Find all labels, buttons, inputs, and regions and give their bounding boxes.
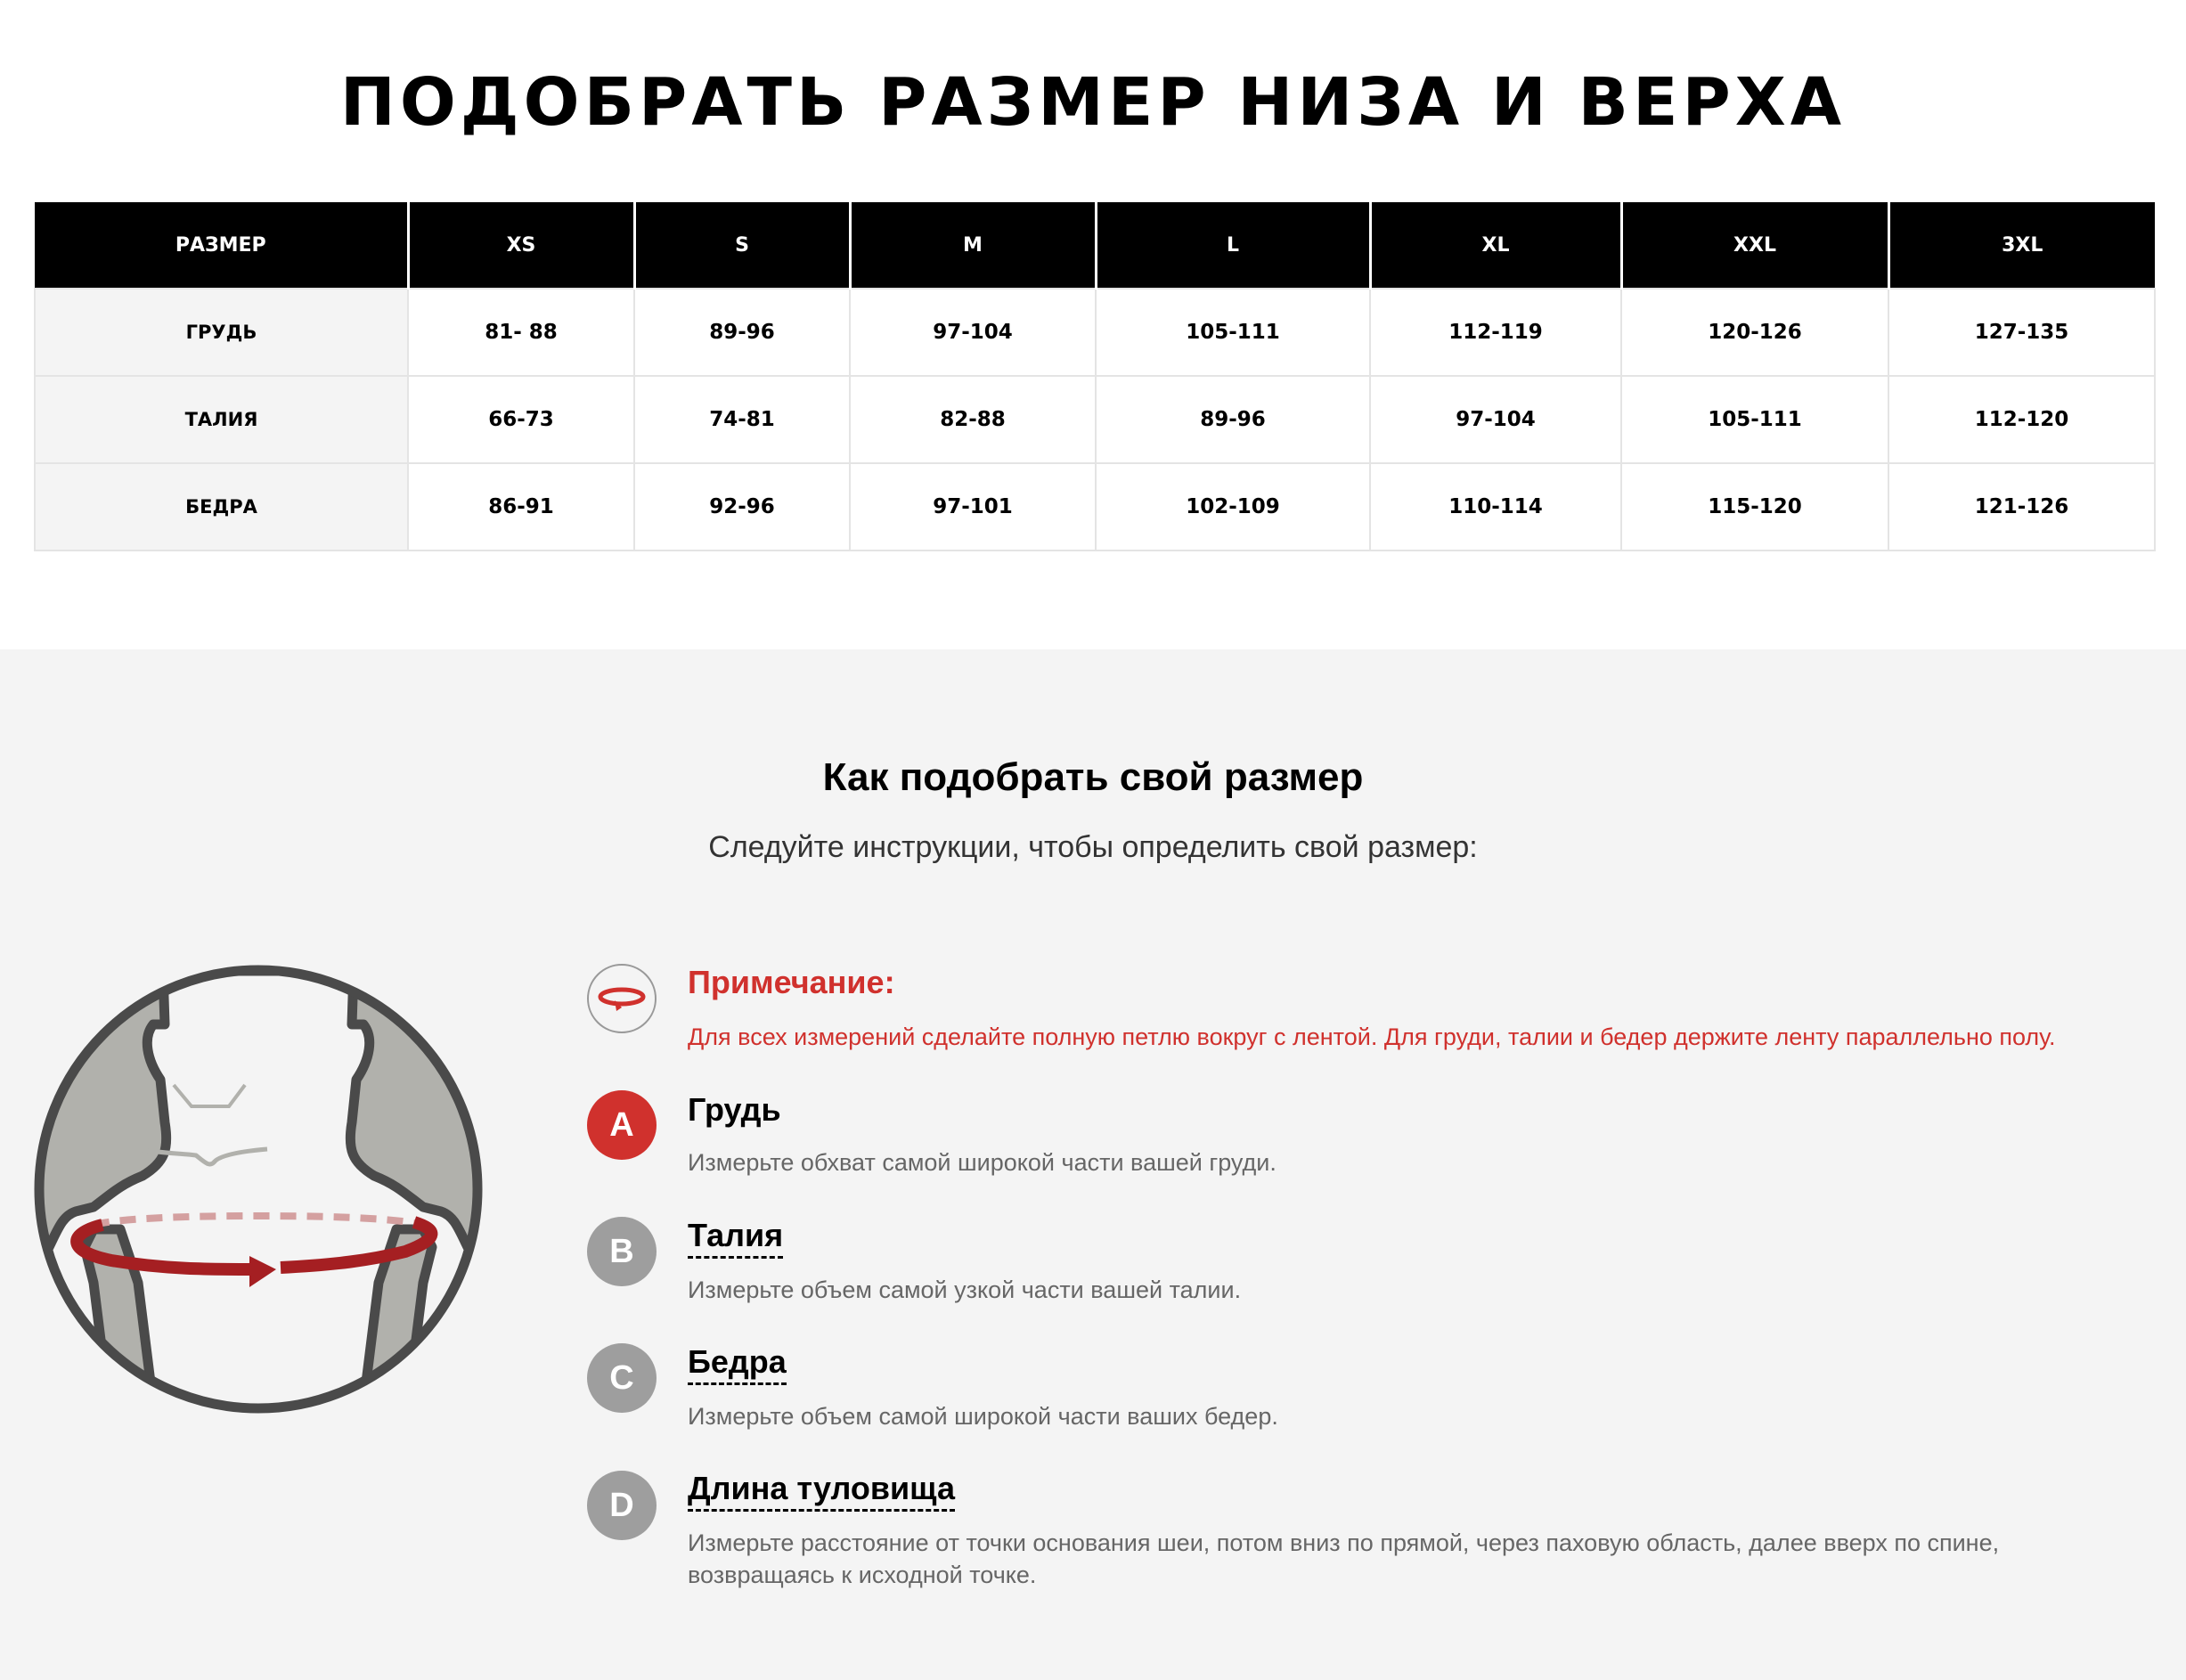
size-cell: 86-91 <box>408 463 634 550</box>
size-cell: 97-104 <box>850 289 1096 376</box>
hips-title[interactable]: Бедра <box>688 1343 787 1385</box>
waist-title[interactable]: Талия <box>688 1217 783 1259</box>
header-cell: S <box>634 202 850 289</box>
size-cell: 115-120 <box>1621 463 1888 550</box>
header-cell: M <box>850 202 1096 289</box>
size-cell: 81- 88 <box>408 289 634 376</box>
size-cell: 89-96 <box>634 289 850 376</box>
size-cell: 82-88 <box>850 376 1096 463</box>
size-cell: 110-114 <box>1370 463 1621 550</box>
size-cell: 112-119 <box>1370 289 1621 376</box>
size-cell: 66-73 <box>408 376 634 463</box>
size-cell: 97-104 <box>1370 376 1621 463</box>
size-cell: 97-101 <box>850 463 1096 550</box>
table-header-row <box>35 202 2155 289</box>
letter-b-icon: B <box>587 1217 657 1286</box>
size-cell: 102-109 <box>1096 463 1370 550</box>
torso-length-text: Измерьте расстояние от точки основания шеи, потом вниз по прямой, через паховую область, далее вверх по спине, возвращаясь к исходной точке. <box>688 1529 2000 1588</box>
table-row <box>35 376 2155 463</box>
hips-text: Измерьте объем самой широкой части ваших бедер. <box>688 1403 1278 1430</box>
size-cell: 74-81 <box>634 376 850 463</box>
row-label: БЕДРА <box>35 463 408 550</box>
header-cell: 3XL <box>1888 202 2155 289</box>
chest-text: Измерьте обхват самой широкой части вашей груди. <box>688 1149 1277 1176</box>
guide-title: Как подобрать свой размер <box>822 755 1364 799</box>
header-cell: L <box>1096 202 1370 289</box>
size-cell: 89-96 <box>1096 376 1370 463</box>
letter-d-icon: D <box>587 1471 657 1540</box>
header-cell: XXL <box>1621 202 1888 289</box>
size-cell: 105-111 <box>1096 289 1370 376</box>
note-title: Примечание: <box>688 964 895 1000</box>
header-cell: XL <box>1370 202 1621 289</box>
letter-a-icon: A <box>587 1090 657 1160</box>
table-row <box>35 463 2155 550</box>
letter-c-icon: C <box>587 1343 657 1413</box>
waist-text: Измерьте объем самой узкой части вашей талии. <box>688 1276 1242 1303</box>
size-cell: 121-126 <box>1888 463 2155 550</box>
note-text: Для всех измерений сделайте полную петлю вокруг с лентой. Для груди, талии и бедер держите ленту параллельно полу. <box>688 1023 2056 1050</box>
guide-subtitle: Следуйте инструкции, чтобы определить свой размер: <box>708 830 1478 864</box>
header-cell: РАЗМЕР <box>35 202 408 289</box>
chest-title: Грудь <box>688 1091 781 1128</box>
size-cell: 120-126 <box>1621 289 1888 376</box>
size-cell: 92-96 <box>634 463 850 550</box>
row-label: ГРУДЬ <box>35 289 408 376</box>
page-title: ПОДОБРАТЬ РАЗМЕР НИЗА И ВЕРХА <box>339 64 1847 141</box>
body-measurement-illustration <box>31 962 485 1416</box>
tape-loop-icon <box>587 964 657 1033</box>
size-cell: 127-135 <box>1888 289 2155 376</box>
size-cell: 105-111 <box>1621 376 1888 463</box>
table-row <box>35 289 2155 376</box>
row-label: ТАЛИЯ <box>35 376 408 463</box>
header-cell: XS <box>408 202 634 289</box>
size-cell: 112-120 <box>1888 376 2155 463</box>
torso-length-title[interactable]: Длина туловища <box>688 1470 955 1512</box>
size-table <box>34 202 2156 551</box>
